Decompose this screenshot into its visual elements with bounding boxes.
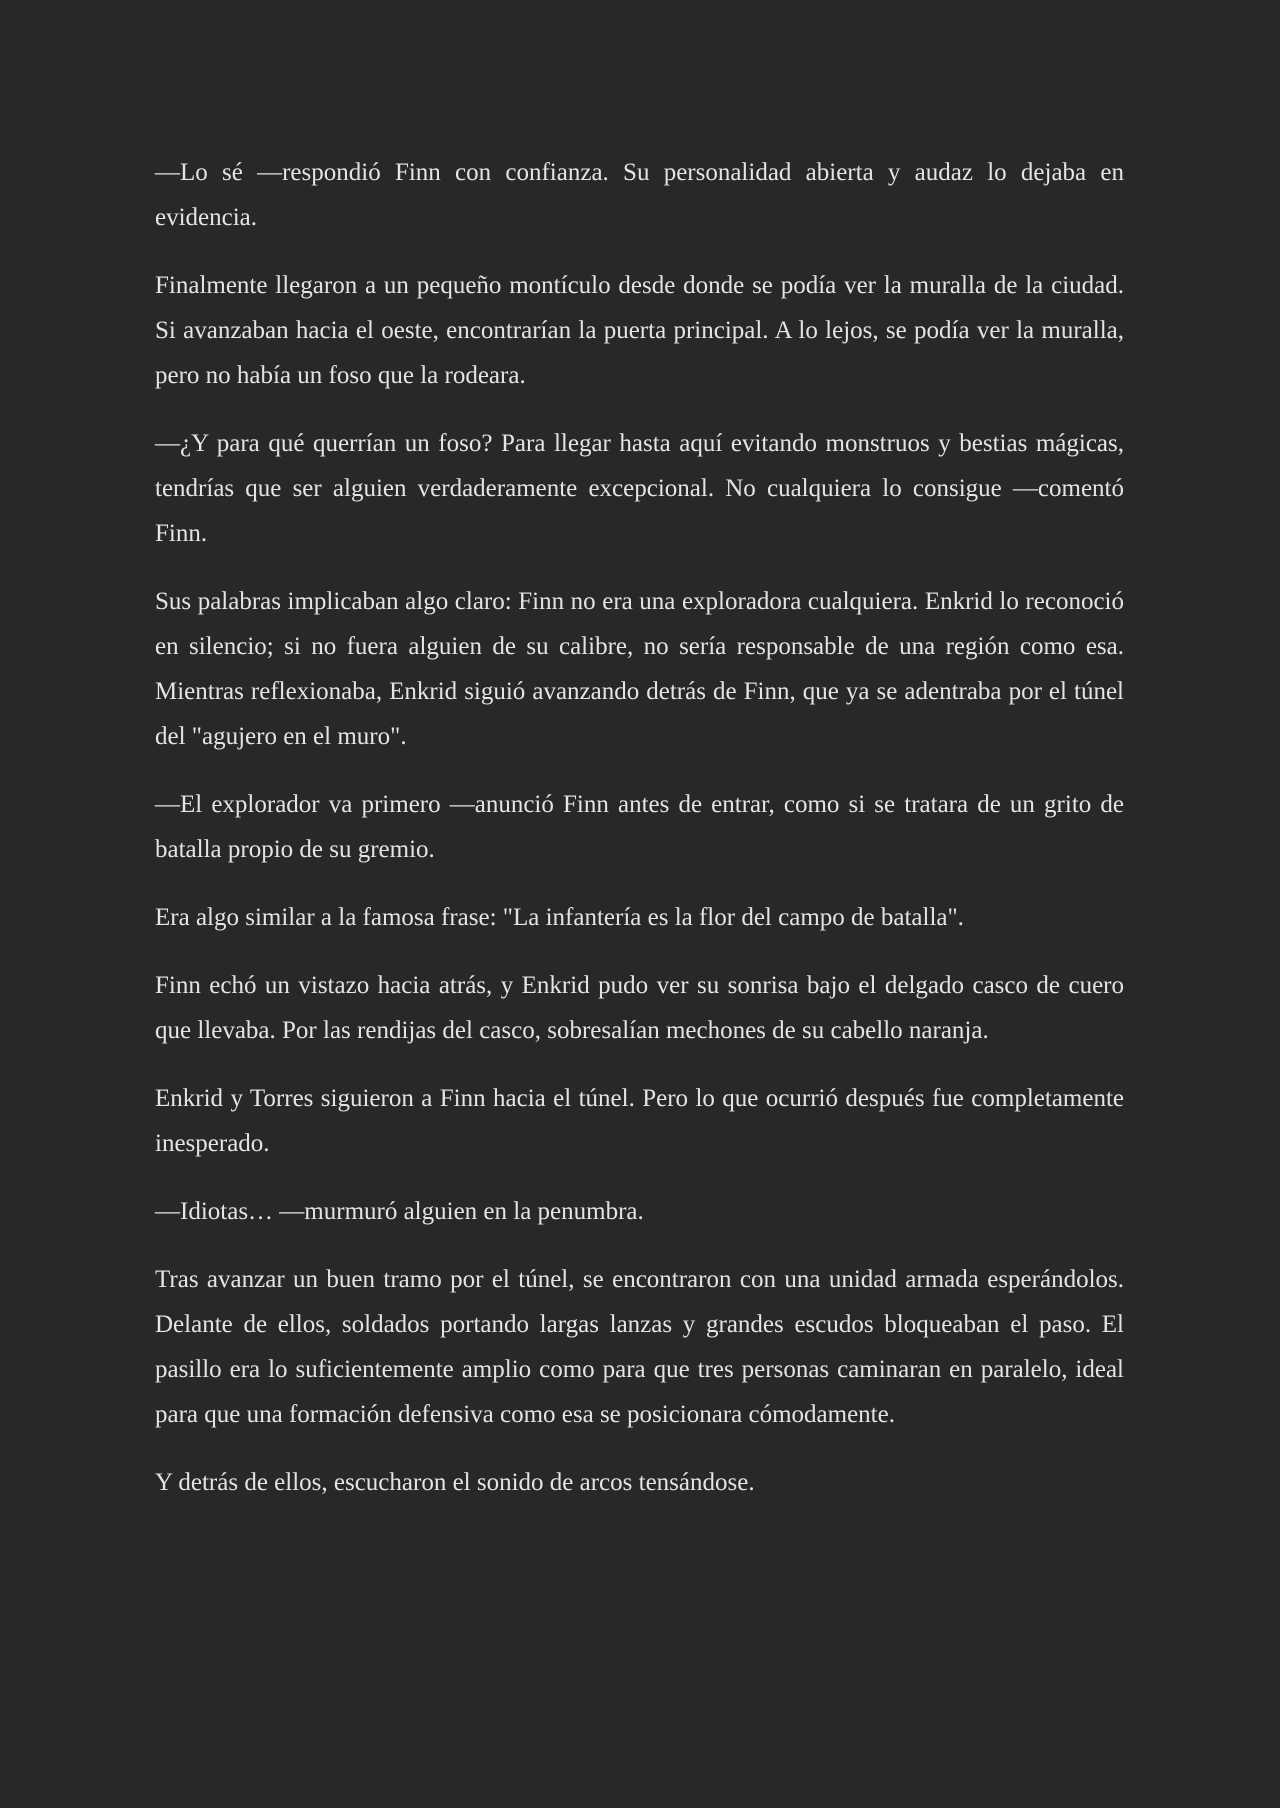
paragraph: Era algo similar a la famosa frase: "La infantería es la flor del campo de batalla". bbox=[155, 904, 964, 931]
paragraph: —Idiotas… —murmuró alguien en la penumbra. bbox=[155, 1198, 644, 1225]
paragraph: —El explorador va primero —anunció Finn antes de entrar, como si se tratara de un grito de batalla propio de su gremio. bbox=[155, 791, 1124, 863]
paragraph: —Lo sé —respondió Finn con confianza. Su personalidad abierta y audaz lo dejaba en evidencia. bbox=[155, 159, 1124, 231]
paragraph: Sus palabras implicaban algo claro: Finn no era una exploradora cualquiera. Enkrid lo reconoció en silencio; si no fuera alguien de su calibre, no sería responsable de una región como esa. Mientras reflexionaba, Enkrid siguió avanzando detrás de Finn, que ya se adentraba por el túnel del "agujero en el muro". bbox=[155, 588, 1124, 750]
paragraph: Enkrid y Torres siguieron a Finn hacia el túnel. Pero lo que ocurrió después fue completamente inesperado. bbox=[155, 1085, 1124, 1157]
chapter-text bbox=[155, 150, 1124, 1505]
paragraph: Finn echó un vistazo hacia atrás, y Enkrid pudo ver su sonrisa bajo el delgado casco de cuero que llevaba. Por las rendijas del casco, sobresalían mechones de su cabello naranja. bbox=[155, 972, 1124, 1044]
paragraph: Y detrás de ellos, escucharon el sonido de arcos tensándose. bbox=[155, 1469, 755, 1496]
paragraph: —¿Y para qué querrían un foso? Para llegar hasta aquí evitando monstruos y bestias mágicas, tendrías que ser alguien verdaderamente excepcional. No cualquiera lo consigue —comentó Finn. bbox=[155, 430, 1124, 547]
paragraph: Finalmente llegaron a un pequeño montículo desde donde se podía ver la muralla de la ciudad. Si avanzaban hacia el oeste, encontrarían la puerta principal. A lo lejos, se podía ver la muralla, pero no había un foso que la rodeara. bbox=[155, 272, 1124, 389]
paragraph: Tras avanzar un buen tramo por el túnel, se encontraron con una unidad armada esperándolos. Delante de ellos, soldados portando largas lanzas y grandes escudos bloqueaban el paso. El pasillo era lo suficientemente amplio como para que tres personas caminaran en paralelo, ideal para que una formación defensiva como esa se posicionara cómodamente. bbox=[155, 1266, 1124, 1428]
